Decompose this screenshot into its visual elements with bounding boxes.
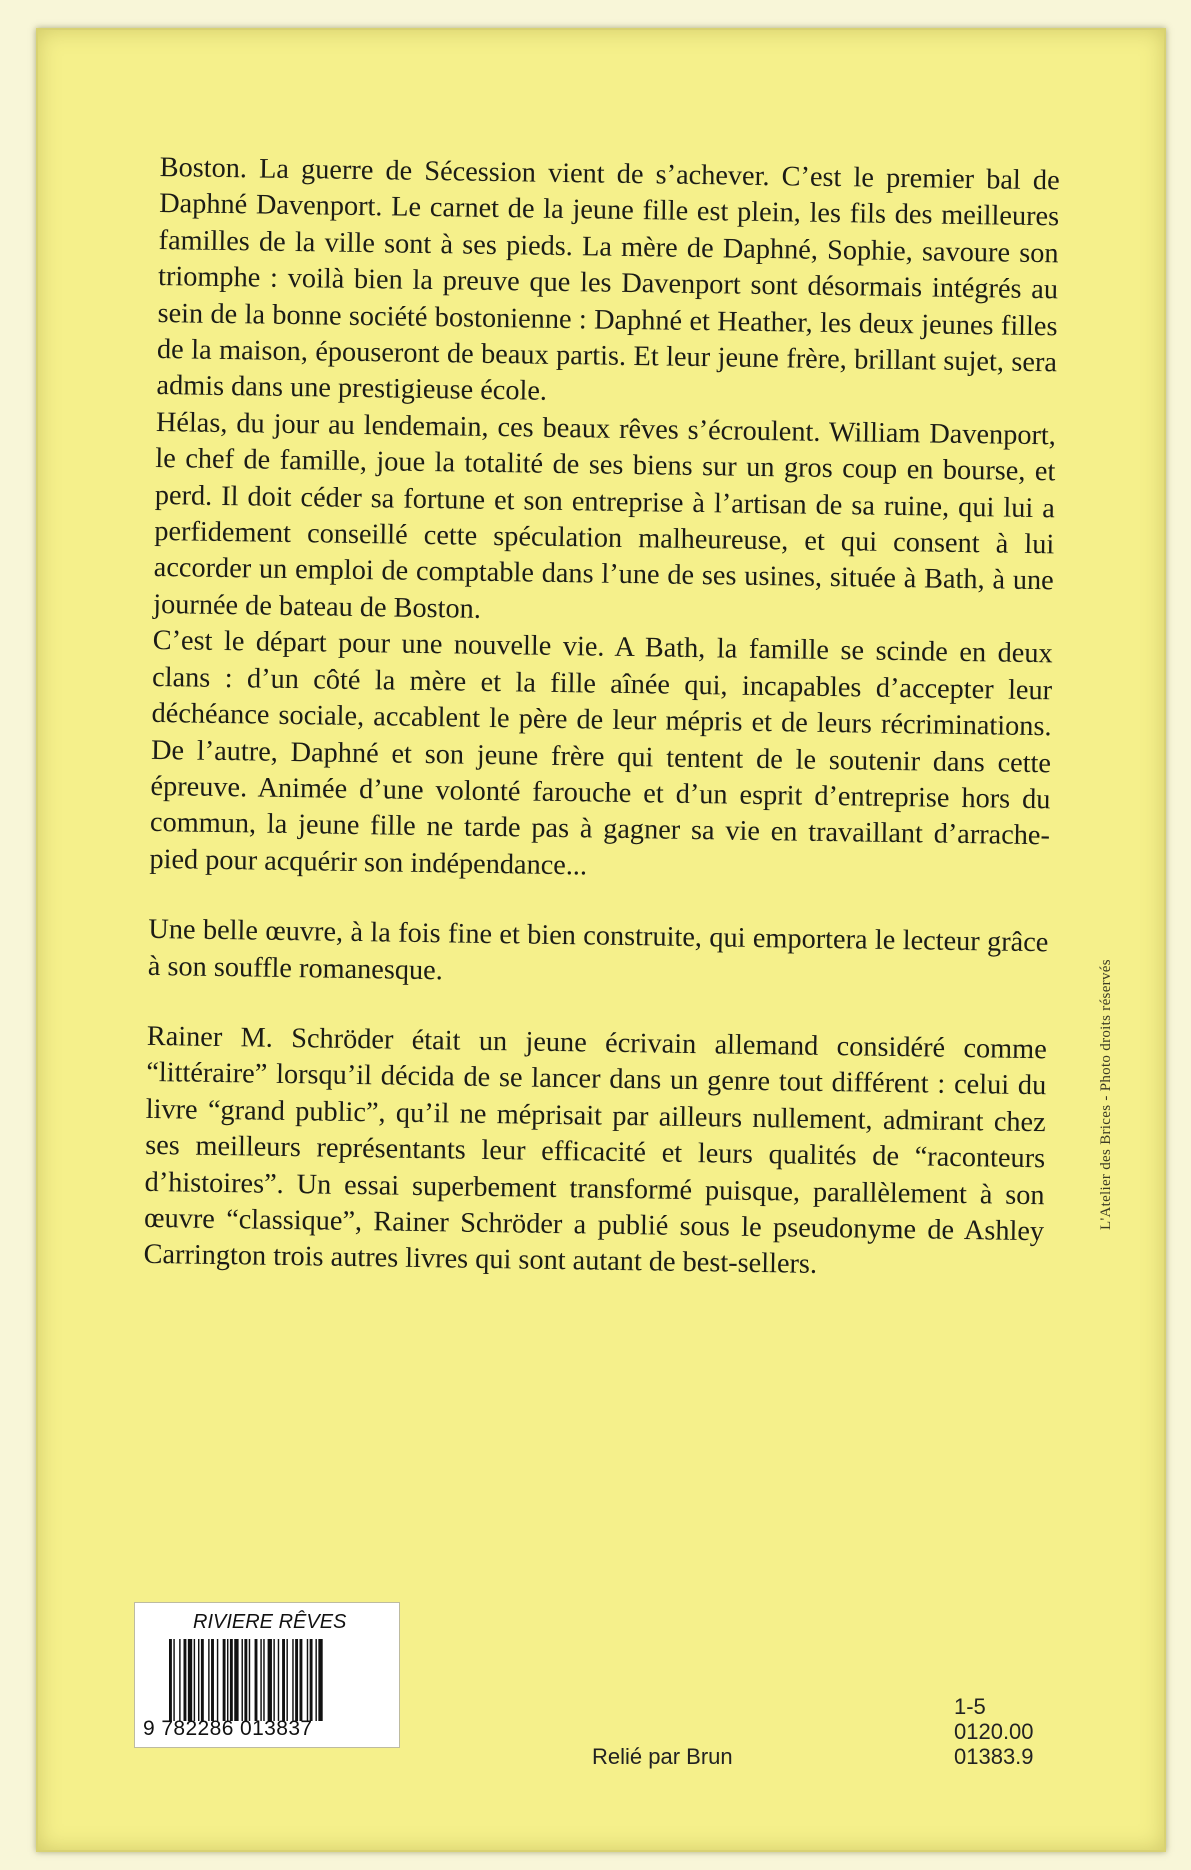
barcode-bar [188,1639,192,1721]
barcode-bar [173,1639,174,1721]
barcode-bar [260,1639,261,1721]
barcode-bar [230,1639,233,1721]
catalog-codes [954,1694,1034,1769]
barcode-bar [179,1639,180,1721]
barcode-bar [292,1639,293,1721]
barcode-bar [282,1639,285,1721]
author-bio: Rainer M. Schröder était un jeune écrivain allemand considéré comme “littéraire” lorsqu’il décida de se lancer dans un genre tout différent : celui du livre “grand public”, qu’il ne méprisait par ailleurs nullement, admirant chez ses meilleurs représentants leur efficacité et leurs qualités de “raconteurs d’histoires”. Un essai superbement transformé puisque, parallèlement à son œuvre “classique”, Rainer Schröder a publié sous le pseudonyme de Ashley Carrington trois autres livres qui sont autant de best-sellers. [143,1020,1047,1281]
barcode-bar [234,1639,238,1721]
blurb-paragraph-1: Boston. La guerre de Sécession vient de s’achever. C’est le premier bal de Daphné Davenport. Le carnet de la jeune fille est plein, les fils des meilleures familles de la ville sont à ses pieds. La mère de Daphné, Sophie, savoure son triomphe : voilà bien la preuve que les Davenport sont désormais intégrés au sein de la bonne société bostonienne : Daphné et Heather, les deux jeunes filles de la maison, épouseront de beaux partis. Et leur jeune frère, brillant sujet, sera admis dans une prestigieuse école. [156,151,1060,408]
barcode-bar [211,1639,214,1721]
barcode-title: RIVIERE RÊVES [193,1611,347,1633]
barcode-bar [255,1639,258,1721]
catalog-code-3: 01383.9 [954,1744,1034,1769]
barcode-bar [286,1639,287,1721]
barcode-bar [223,1639,226,1721]
blurb-paragraph-2: Hélas, du jour au lendemain, ces beaux rêves s’écroulent. William Davenport, le chef de famille, joue la totalité de ses biens sur un gros coup en bourse, et perd. Il doit céder sa fortune et son entreprise à l’artisan de sa ruine, qui lui a perfidement conseillé cette spéculation malheureuse, et qui consent à lui accorder un emploi de comptable dans l’une de ses usines, située à Bath, à une journée de bateau de Boston. [153,406,1057,625]
blurb-paragraph-3: C’est le départ pour une nouvelle vie. A Bath, la famille se scinde en deux clans : d’un côté la mère et la fille aînée qui, incapables d’accepter leur déchéance sociale, accablent le père de leur mépris et de leurs récriminations. De l’autre, Daphné et son jeune frère qui tentent de le soutenir dans cette épreuve. Animée d’une volonté farouche et d’un esprit d’entreprise hors du commun, la jeune fille ne tarde pas à gagner sa vie en travaillant d’arrache-pied pour acquérir son indépendance... [149,625,1053,882]
barcode-bar [300,1639,303,1721]
barcode-bar [268,1639,272,1721]
barcode-bar [244,1639,247,1721]
barcode-bar [227,1639,228,1721]
barcode-bar [263,1639,264,1721]
barcode-bar [201,1639,204,1721]
barcode-bar [295,1639,298,1721]
back-cover-blurb [143,150,1060,1287]
binding-note: Relié par Brun [592,1744,733,1769]
barcode-bar [169,1639,172,1721]
barcode-bar [184,1639,187,1721]
barcode-bar [315,1639,316,1721]
barcode-bar [307,1639,308,1721]
catalog-code-1: 1-5 [954,1694,986,1719]
barcode-bar [278,1639,279,1721]
barcode-bar [198,1639,199,1721]
barcode-bar [310,1639,313,1721]
isbn-digits: 9 782286 013837 [143,1717,313,1740]
barcode-bar [194,1639,195,1721]
barcode-bar [273,1639,274,1721]
blurb-review: Une belle œuvre, à la fois fine et bien construite, qui emportera le lecteur grâce à son souffle romanesque. [147,914,1049,986]
barcode-bars [169,1639,391,1721]
barcode-bar [217,1639,218,1721]
catalog-code-2: 0120.00 [954,1719,1034,1744]
photo-credit: L'Atelier des Brices - Photo droits réservés [1098,959,1114,1230]
barcode-bar [242,1639,243,1721]
barcode-bar [318,1639,322,1721]
barcode-label [134,1602,400,1748]
barcode-bar [249,1639,250,1721]
barcode-bar [208,1639,209,1721]
